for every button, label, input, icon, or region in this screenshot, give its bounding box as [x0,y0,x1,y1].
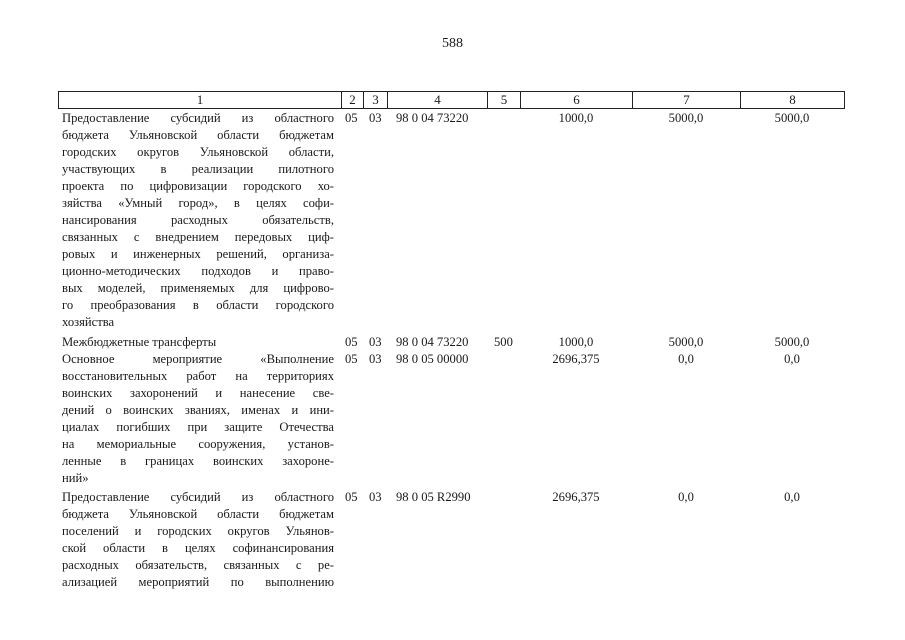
row-1-line: проекта по цифровизации городского хо- [62,179,334,193]
row-1-col-6: 1000,0 [558,111,594,125]
row-3-line: на мемориальные сооружения, установ- [62,437,334,451]
row-3-col-4: 98 0 05 00000 [396,352,469,366]
row-2-col-8: 5000,0 [774,335,810,349]
row-1-line: городских округов Ульяновской области, [62,145,334,159]
row-2-col-6: 1000,0 [558,335,594,349]
row-4-line: бюджета Ульяновской области бюджетам [62,507,334,521]
row-1-line: вых моделей, применяемых для цифрово- [62,281,334,295]
row-1-line: ровых и инженерных решений, организа- [62,247,334,261]
row-1-line: связанных с внедрением передовых циф- [62,230,334,244]
row-4-line: поселений и городских округов Ульянов- [62,524,334,538]
row-1-line: ционно-методических подходов и право- [62,264,334,278]
row-1-line: го преобразования в области городского [62,298,334,312]
row-1-col-3: 03 [369,111,382,125]
row-4-line: ализацией мероприятий по выполнению [62,575,334,589]
row-3-col-2: 05 [345,352,358,366]
row-3-col-8: 0,0 [784,352,800,366]
header-col-3: 3 [364,92,388,108]
row-1-line: хозяйства [62,315,115,329]
row-3-col-6: 2696,375 [552,352,600,366]
row-4-description [62,489,334,591]
page-number: 588 [442,36,463,51]
row-3-line: ленные в границах воинских захороне- [62,454,334,468]
row-4-col-8: 0,0 [784,490,800,504]
row-4-line: Предоставление субсидий из областного [62,490,334,504]
row-1-col-4: 98 0 04 73220 [396,111,469,125]
row-1-description [62,110,334,331]
row-1-col-7: 5000,0 [668,111,704,125]
row-4-line: ской области в целях софинансирования [62,541,334,555]
row-4-line: расходных обязательств, связанных с ре- [62,558,334,572]
row-2-col-3: 03 [369,335,382,349]
header-col-1: 1 [59,92,342,108]
row-3-line: Основное мероприятие «Выполнение [62,352,334,366]
row-2-col-2: 05 [345,335,358,349]
row-2-line: Межбюджетные трансферты [62,335,217,349]
row-1-line: нансирования расходных обязательств, [62,213,334,227]
row-2-col-4: 98 0 04 73220 [396,335,469,349]
row-4-col-7: 0,0 [678,490,694,504]
header-col-7: 7 [633,92,741,108]
row-1-col-8: 5000,0 [774,111,810,125]
row-1-line: Предоставление субсидий из областного [62,111,334,125]
row-2-col-5: 500 [494,335,513,349]
row-1-col-2: 05 [345,111,358,125]
row-3-line: восстановительных работ на территориях [62,369,334,383]
row-3-line: ний» [62,471,89,485]
header-col-4: 4 [388,92,488,108]
header-col-2: 2 [342,92,364,108]
row-2-description [62,334,334,351]
row-1-line: участвующих в реализации пилотного [62,162,334,176]
row-4-col-4: 98 0 05 R2990 [396,490,471,504]
header-col-8: 8 [789,92,796,107]
row-3-col-3: 03 [369,352,382,366]
row-3-line: дений о воинских званиях, именах и ини- [62,403,334,417]
row-4-col-6: 2696,375 [552,490,600,504]
row-2-col-7: 5000,0 [668,335,704,349]
row-4-col-2: 05 [345,490,358,504]
row-3-description [62,351,334,487]
row-3-line: циалах погибших при защите Отечества [62,420,334,434]
row-3-line: воинских захоронений и нанесение све- [62,386,334,400]
row-3-col-7: 0,0 [678,352,694,366]
row-1-line: бюджета Ульяновской области бюджетам [62,128,334,142]
header-col-6: 6 [521,92,633,108]
row-1-line: зяйства «Умный город», в целях софи- [62,196,334,210]
header-col-5: 5 [488,92,521,108]
table-header-row [58,91,845,109]
row-4-col-3: 03 [369,490,382,504]
